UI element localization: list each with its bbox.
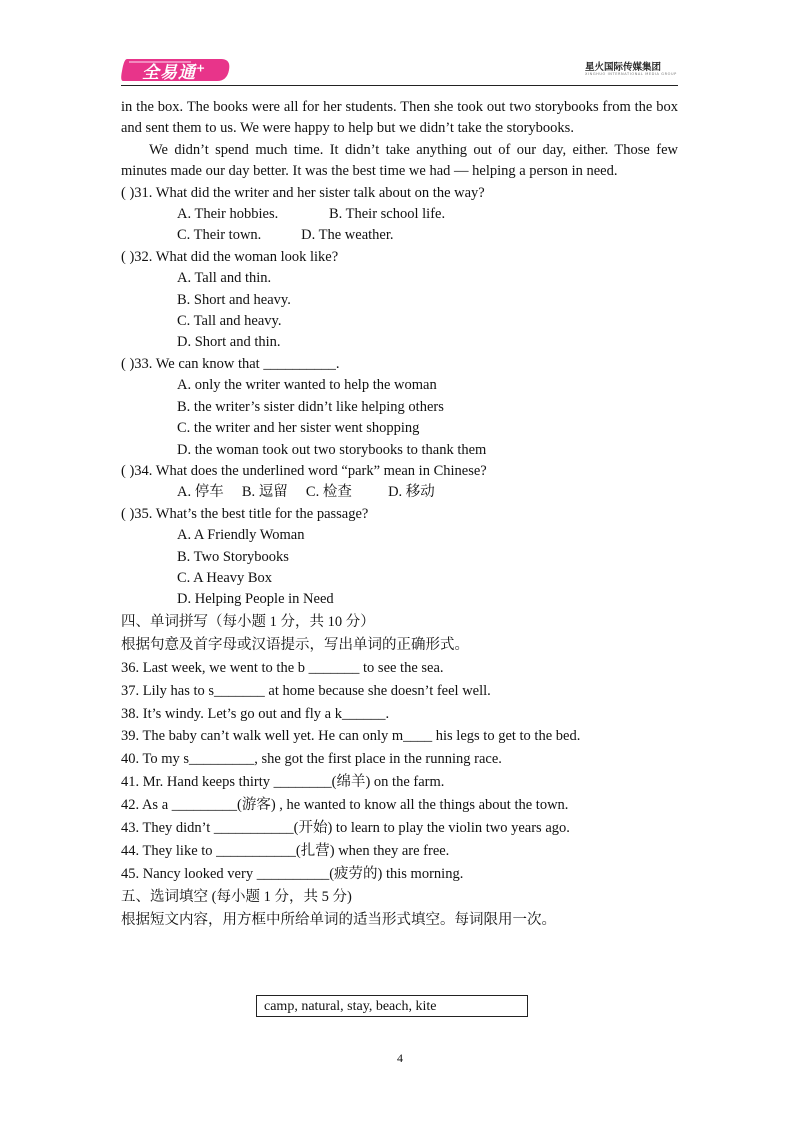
word-bank-box: camp, natural, stay, beach, kite	[256, 995, 528, 1017]
option-row: A. Their hobbies. B. Their school life.	[177, 206, 446, 223]
option: B. Short and heavy.	[177, 291, 291, 308]
option: C. the writer and her sister went shopping	[177, 420, 420, 437]
spelling-item: 36. Last week, we went to the b _______ to see the sea.	[121, 659, 444, 676]
section-5-title: 五、选词填空 (每小题 1 分，共 5 分)	[121, 888, 352, 905]
question-35	[121, 504, 678, 611]
option: C. A Heavy Box	[177, 569, 273, 586]
spelling-item: 42. As a _________(游客) , he wanted to know all the things about the town.	[121, 797, 569, 814]
question-stem: ( )31. What did the writer and her sister talk about on the way?	[121, 184, 485, 201]
option: C. Tall and heavy.	[177, 313, 282, 330]
option: B. the writer’s sister didn’t like helping others	[177, 398, 444, 415]
option: D. the woman took out two storybooks to thank them	[177, 441, 487, 458]
page-number: 4	[397, 1051, 403, 1065]
section-4-title: 四、单词拼写（每小题 1 分，共 10 分）	[121, 613, 375, 630]
spelling-items	[121, 657, 678, 886]
option: A. A Friendly Woman	[177, 527, 305, 544]
option: A. only the writer wanted to help the woman	[177, 377, 437, 394]
question-34	[121, 461, 678, 504]
passage-paragraph-2: We didn’t spend much time. It didn’t take anything out of our day, either. Those few minutes made our day better. It was the best time we had — helping a person in need.	[121, 141, 678, 180]
question-32	[121, 247, 678, 354]
option-row: A. 停车 B. 逗留 C. 检查 D. 移动	[177, 484, 435, 501]
spelling-item: 38. It’s windy. Let’s go out and fly a k______.	[121, 705, 390, 722]
section-4-instruction: 根据句意及首字母或汉语提示，写出单词的正确形式。	[121, 636, 469, 653]
publisher-subtitle: XINGHUO INTERNATIONAL MEDIA GROUP	[585, 72, 677, 76]
option: A. Tall and thin.	[177, 270, 272, 287]
spelling-item: 40. To my s_________, she got the first place in the running race.	[121, 751, 502, 768]
section-5-instruction: 根据短文内容，用方框中所给单词的适当形式填空。每词限用一次。	[121, 911, 556, 928]
logo-text: 全易通+	[142, 61, 207, 83]
publisher-name: 星火国际传媒集团	[585, 62, 662, 73]
question-stem: ( )33. We can know that __________.	[121, 355, 340, 372]
spelling-item: 44. They like to ___________(扎营) when they are free.	[121, 843, 450, 859]
option: D. Short and thin.	[177, 334, 281, 351]
question-33	[121, 354, 678, 461]
page-header	[0, 0, 800, 90]
header-divider	[121, 85, 678, 86]
spelling-item: 39. The baby can’t walk well yet. He can only m____ his legs to get to the bed.	[121, 728, 581, 745]
passage-paragraph-1: in the box. The books were all for her students. Then she took out two storybooks from the box and sent them to us. We were happy to help but we didn’t take the storybooks.	[121, 99, 678, 137]
question-stem: ( )35. What’s the best title for the passage?	[121, 505, 369, 522]
question-stem: ( )32. What did the woman look like?	[121, 248, 339, 265]
question-stem: ( )34. What does the underlined word “park” mean in Chinese?	[121, 462, 487, 479]
spelling-item: 43. They didn’t ___________(开始) to learn to play the violin two years ago.	[121, 820, 570, 837]
page-content	[121, 97, 678, 932]
spelling-item: 45. Nancy looked very __________(疲劳的) this morning.	[121, 865, 464, 882]
option: D. Helping People in Need	[177, 591, 334, 608]
question-31	[121, 183, 678, 247]
spelling-item: 41. Mr. Hand keeps thirty ________(绵羊) on the farm.	[121, 774, 445, 791]
option: B. Two Storybooks	[177, 548, 289, 565]
spelling-item: 37. Lily has to s_______ at home because she doesn’t feel well.	[121, 682, 491, 699]
option-row: C. Their town. D. The weather.	[177, 227, 394, 244]
